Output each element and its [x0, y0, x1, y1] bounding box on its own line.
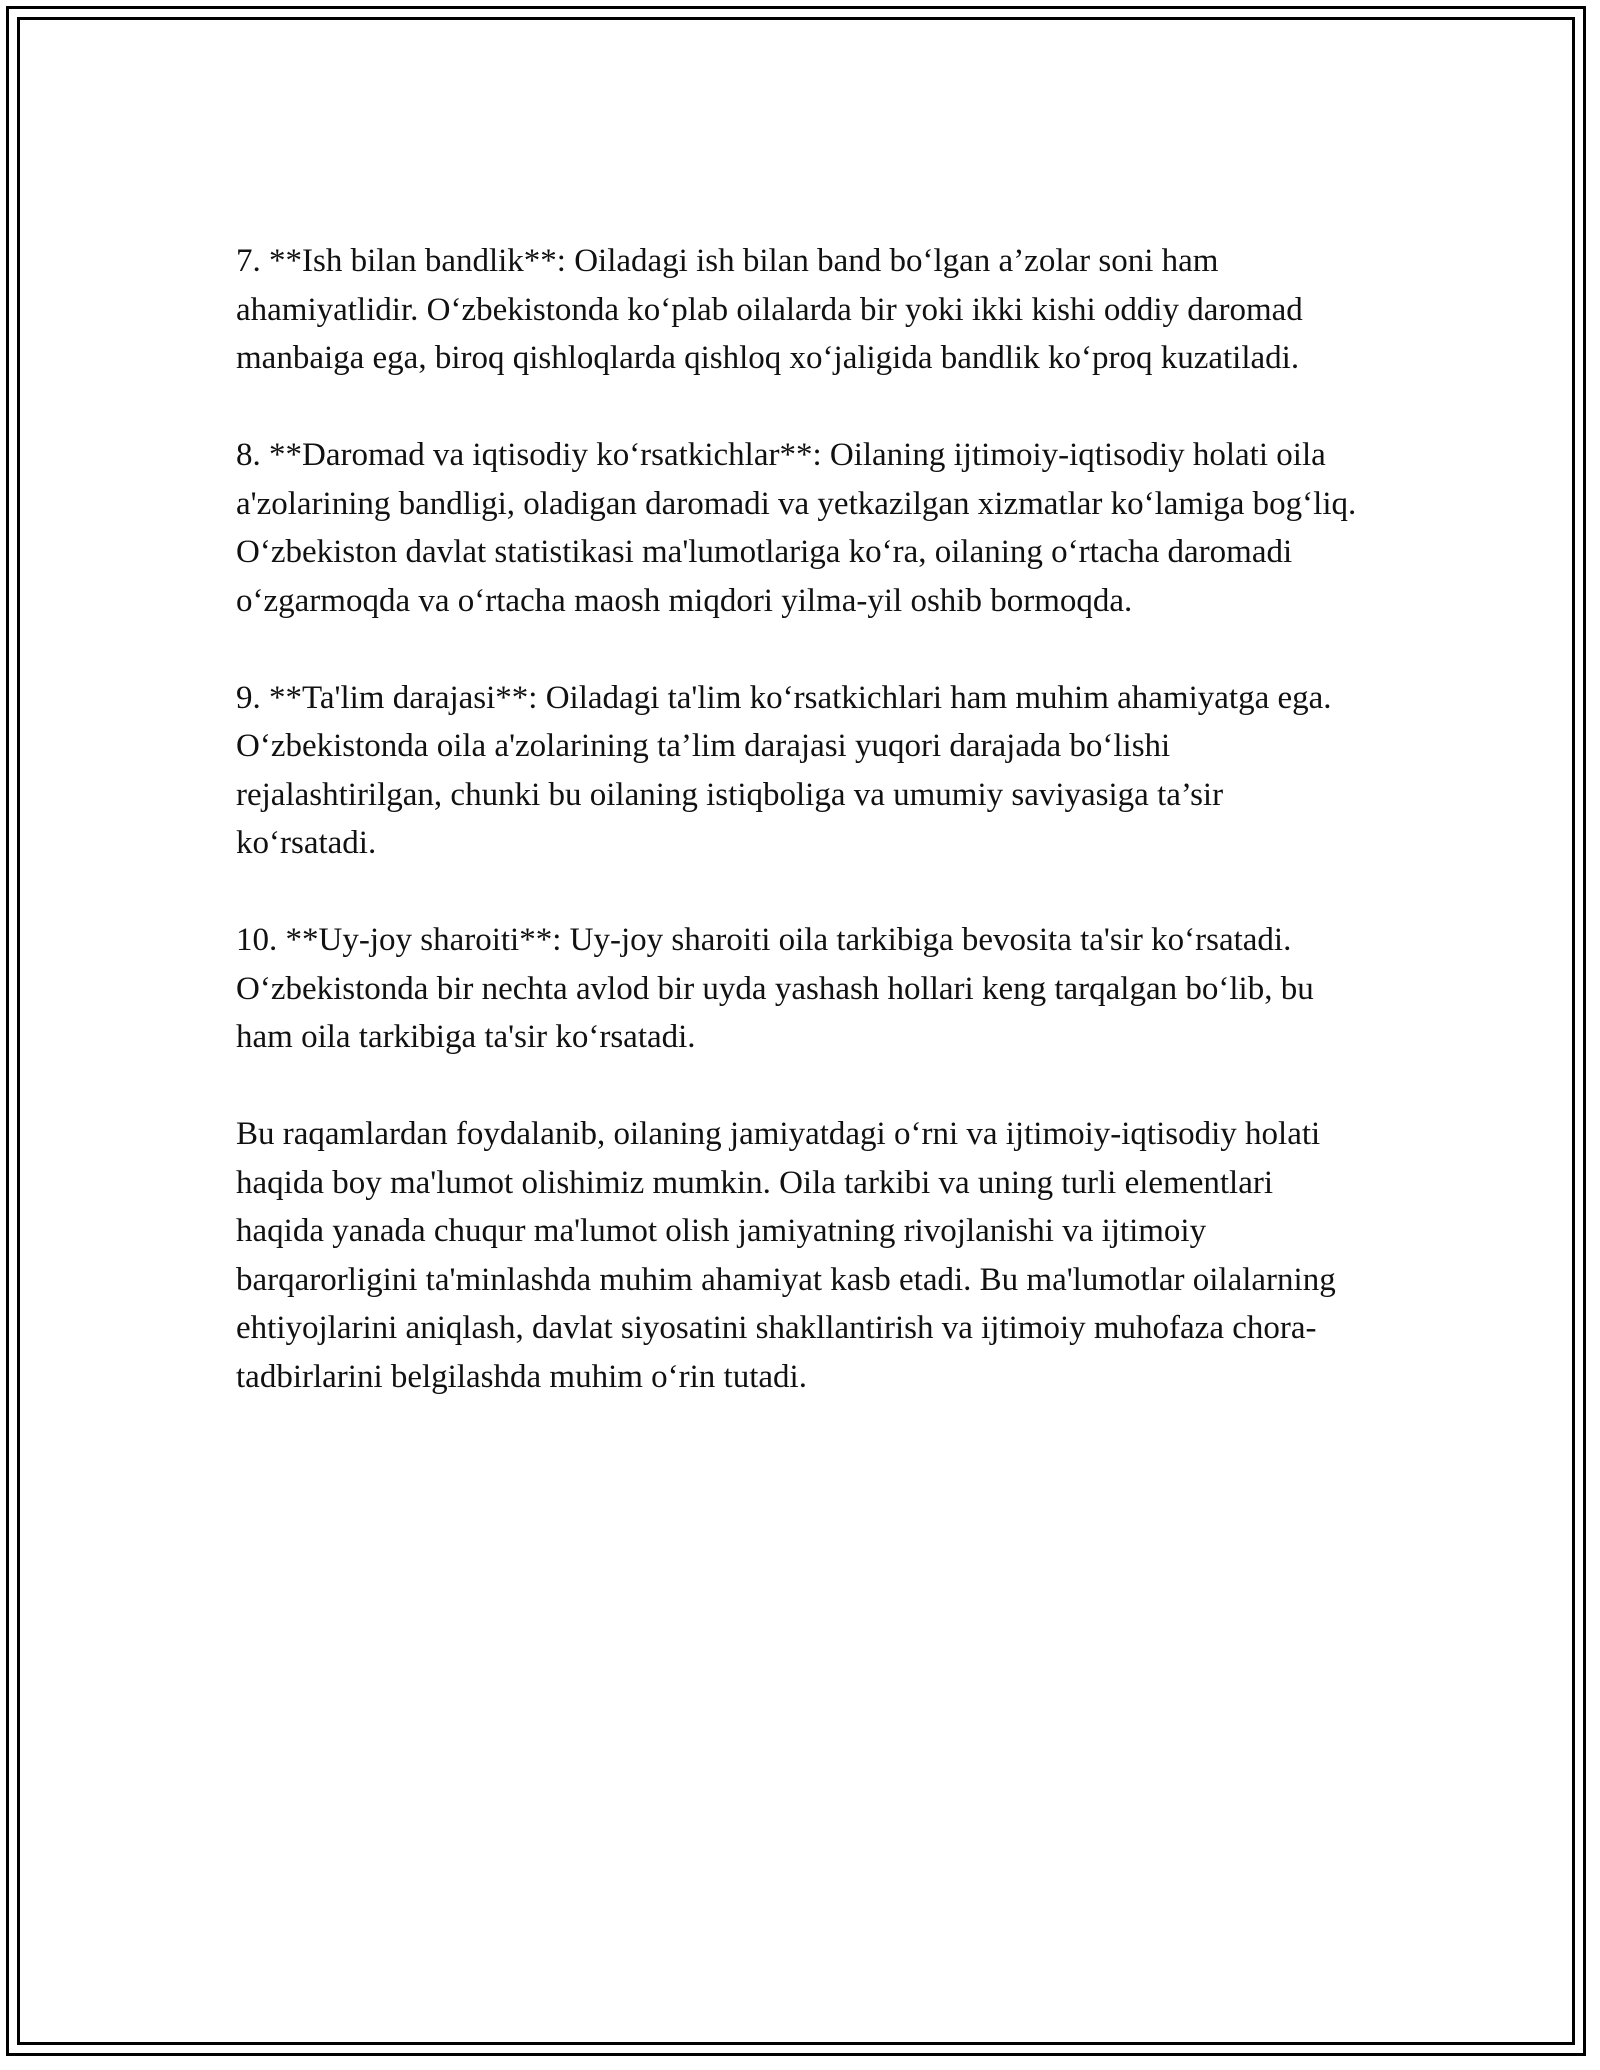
document-body — [236, 237, 1366, 1450]
paragraph-housing: 10. **Uy-joy sharoiti**: Uy-joy sharoiti oila tarkibiga bevosita ta'sir ko‘rsatadi. O‘zbekistonda bir nechta avlod bir uyda yashash hollari keng tarqalgan bo‘lib, bu ham oila tarkibiga ta'sir ko‘rsatadi. — [236, 922, 1314, 1055]
paragraph-employment: 7. **Ish bilan bandlik**: Oiladagi ish bilan band bo‘lgan a’zolar soni ham ahamiyatlidir. O‘zbekistonda ko‘plab oilalarda bir yoki ikki kishi oddiy daromad manbaiga ega, biroq qishloqlarda qishloq xo‘jaligida bandlik ko‘proq kuzatiladi. — [236, 243, 1303, 376]
paragraph-conclusion: Bu raqamlardan foydalanib, oilaning jamiyatdagi o‘rni va ijtimoiy-iqtisodiy holati haqida boy ma'lumot olishimiz mumkin. Oila tarkibi va uning turli elementlari haqida yanada chuqur ma'lumot olish jamiyatning rivojlanishi va ijtimoiy barqarorligini ta'minlashda muhim ahamiyat kasb etadi. Bu ma'lumotlar oilalarning ehtiyojlarini aniqlash, davlat siyosatini shakllantirish va ijtimoiy muhofaza chora-tadbirlarini belgilashda muhim o‘rin tutadi. — [236, 1116, 1336, 1395]
paragraph-education: 9. **Ta'lim darajasi**: Oiladagi ta'lim ko‘rsatkichlari ham muhim ahamiyatga ega. O‘zbekistonda oila a'zolarining ta’lim darajasi yuqori darajada bo‘lishi rejalashtirilgan, chunki bu oilaning istiqboliga va umumiy saviyasiga ta’sir ko‘rsatadi. — [236, 679, 1332, 861]
paragraph-income: 8. **Daromad va iqtisodiy ko‘rsatkichlar**: Oilaning ijtimoiy-iqtisodiy holati oila a'zolarining bandligi, oladigan daromadi va yetkazilgan xizmatlar ko‘lamiga bog‘liq. O‘zbekiston davlat statistikasi ma'lumotlariga ko‘ra, oilaning o‘rtacha daromadi o‘zgarmoqda va o‘rtacha maosh miqdori yilma-yil oshib bormoqda. — [236, 437, 1357, 619]
